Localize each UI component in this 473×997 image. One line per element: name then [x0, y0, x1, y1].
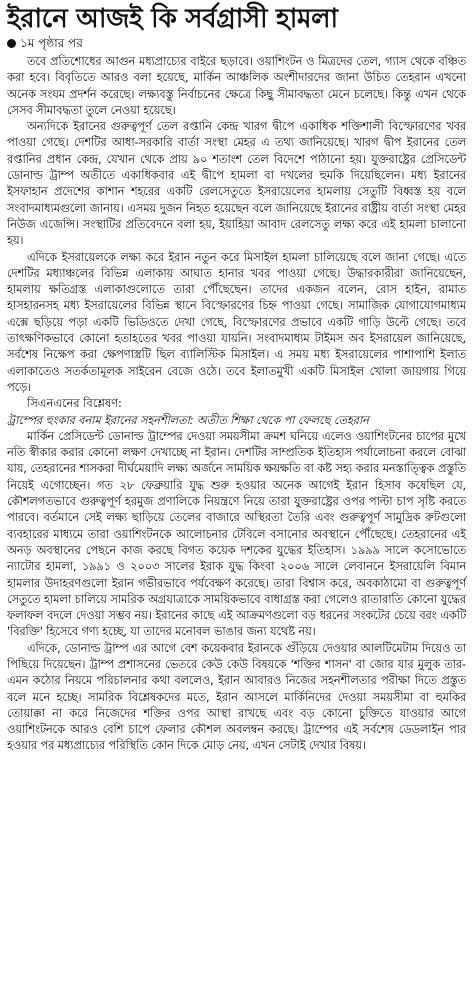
- paragraph: অন্যদিকে ইরানের গুরুত্বপূর্ণ তেল রপ্তানি কেন্দ্র খারগ দ্বীপে একাধিক শক্তিশালী বিস্ফোরণের খবর পাওয়া গেছে। দেশটির আধা-সরকারি বার্তা সংস্থা মেহর এ তথ্য জানিয়েছে। খারগ দ্বীপ ইরানের তেল রপ্তানির প্রধান কেন্দ্র, যেখান থেকে প্রায় ৯০ শতাংশ তেল বিদেশে পাঠানো হয়। যুক্তরাষ্ট্রের প্রেসিডেন্ট ডোনাল্ড ট্রাম্প অতীতে একাধিকবার এই দ্বীপে হামলা বা দখলের হুমকি দিয়েছিলেন। মধ্য ইরানের ইসফাহান প্রদেশের কাশান শহরের একটি রেলসেতুতে ইসরায়েলের হামলায় সেতুটি বিধ্বস্ত হয় বলে সংবাদমাধ্যমগুলো জানায়। এসময় দুজন নিহত হয়েছেন বলে জানিয়েছে ইরানের রাষ্ট্রীয় বার্তা সংস্থা মেহর নিউজ এজেন্সি। সংস্থাটির প্রতিবেদনে বলা হয়, ইয়াহিয়া আবাদ রেলসেতু লক্ষ্য করে এই হামলা চালানো হয়।: [7, 119, 466, 248]
- paragraph: এদিকে ইসরায়েলকে লক্ষ্য করে ইরান নতুন করে মিসাইল হামলা চালিয়েছে বলে জানা গেছে। এতে দেশটির মধ্যাঞ্চলের বিভিন্ন এলাকায় আঘাত হানার খবর পাওয়া গেছে। উদ্ধারকারীরা জানিয়েছেন, হামলায় ক্ষতিগ্রস্ত এলাকাগুলোতে তারা পৌঁছেছেন। তাদের একজন বলেন, রোস হাইন, রামাত হাসহারনসহ মধ্য ইসরায়েলের বিভিন্ন স্থানে বিস্ফোরণের চিহ্ন পাওয়া গেছে। সামাজিক যোগাযোগমাধ্যম এক্সে ছড়িয়ে পড়া একটি ভিডিওতে দেখা গেছে, বিস্ফোরণের প্রভাবে একটি গাড়ি উল্টে গেছে। তবে তাৎক্ষণিকভাবে কোনো হতাহতের খবর পাওয়া যায়নি। সংবাদমাধ্যম টাইমস অব ইসরায়েল জানিয়েছে, সর্বশেষ নিক্ষেপ করা ক্ষেপণাস্ত্রটি ছিল ব্যালিস্টিক মিসাইল। এ সময় মধ্য ইসরায়েলের পাশাপাশি ইলাত এলাকাতেও সতর্কতামূলক সাইরেন বেজে ওঠে। তবে ইলাতমুখী একটি মিসাইল খোলা জায়গায় গিয়ে পড়ে।: [7, 249, 466, 394]
- continued-from-label: ১ম পৃষ্ঠার পর: [20, 36, 83, 50]
- paragraph: এদিকে, ডোনাল্ড ট্রাম্প এর আগে বেশ কয়েকবার ইরানকে গুঁড়িয়ে দেওয়ার আলটিমেটাম দিয়েও তা পিছিয়ে দিয়েছেন। ট্রাম্প প্রশাসনের ভেতরে কেউ কেউ বিষয়কে 'শক্তির শাসন' বা জোর যার মুলুক তার- এমন কঠোর নিয়মে পরিচালনার কথা বললেও, ইরান আবারও নিজের সহনশীলতার পরীক্ষা দিতে প্রস্তুত বলে মনে হচ্ছে। সামরিক বিশ্লেষকদের মতে, ইরান আসলে মার্কিনিদের দেওয়া সময়সীমা বা হুমকির তোয়াক্কা না করে নিজেদের শক্তির ওপর আস্থা রাখছে এবং বড় কোনো চুক্তিতে যাওয়ার আগে ওয়াশিংটনকে আরও বেশি চাপে ফেলার কৌশল অবলম্বন করছে। ট্রাম্পের এই সর্বশেষ ডেডলাইন পার হওয়ার পর মধ্যপ্রাচ্যের পরিস্থিতি কোন দিকে মোড় নেয়, এখন সেটাই দেখার বিষয়।: [7, 640, 466, 753]
- paragraph: তবে প্রতিশোধের আগুন মধ্যপ্রাচ্যের বাইরে ছড়াবে। ওয়াশিংটন ও মিত্রদের তেল, গ্যাস থেকে বঞ্চিত করা হবে। বিবৃতিতে আরও বলা হয়েছে, মার্কিন আঞ্চলিক অংশীদারদের জানা উচিত তেহরান এখনো অনেক সংযম প্রদর্শন করেছে। লক্ষ্যবস্তু নির্বাচনের ক্ষেত্রে কিছু সীমাবদ্ধতা মেনে চলেছে। কিন্তু এখন থেকে সেসব সীমাবদ্ধতা তুলে নেওয়া হয়েছে।: [7, 54, 466, 117]
- subhead-label: সিএনএনের বিশ্লেষণ:: [27, 396, 122, 411]
- continued-from: [7, 36, 466, 51]
- subhead-title: ট্রাম্পের হুংকার বনাম ইরানের সহনশীলতা: অতীত শিক্ষা থেকে পা ফেলছে তেহরান: [7, 412, 369, 427]
- headline: ইরানে আজই কি সর্বগ্রাসী হামলা: [7, 4, 338, 34]
- bullet-icon: [7, 39, 16, 48]
- paragraph: মার্কিন প্রেসিডেন্ট ডোনাল্ড ট্রাম্পের দেওয়া সময়সীমা ক্রমশ ঘনিয়ে এলেও ওয়াশিংটনের চাপের মুখে নতি স্বীকার করার কোনো লক্ষণ দেখাচ্ছে না ইরান। দেশটির সাম্প্রতিক ইতিহাস পর্যালোচনা করলে বোঝা যায়, তেহরানের শাসকরা দীর্ঘমেয়াদি লক্ষ্য অর্জনে সাময়িক ক্ষয়ক্ষতি বা কষ্ট সহ্য করার মনস্তাত্ত্বিক প্রস্তুতি নিয়েই এগোচ্ছেন। গত ২৮ ফেব্রুয়ারি যুদ্ধ শুরু হওয়ার অনেক আগেই ইরান হিসাব কষেছিল যে, কৌশলগতভাবে গুরুত্বপূর্ণ হরমুজ প্রণালিকে নিয়ন্ত্রণে নিয়ে তারা যুক্তরাষ্ট্রের ওপর পাল্টা চাপ সৃষ্টি করতে পারবে। বর্তমানে সেই লক্ষ্য ছাড়িয়ে তেলের বাজারে অস্থিরতা তৈরি এবং গুরুত্বপূর্ণ সামুদ্রিক রুটগুলো ব্যবহারের মাধ্যমে তারা ওয়াশিংটনকে আলোচনার টেবিলে বসানোর অবস্থানে পৌঁছেছে। তেহরানের এই অনড় অবস্থানের পেছনে কাজ করছে বিগত কয়েক দশকের যুদ্ধের ইতিহাস। ১৯৯৯ সালে কসোভোতে ন্যাটোর হামলা, ১৯৯১ ও ২০০৩ সালের ইরাক যুদ্ধ কিংবা ২০০৬ সালে লেবাননে ইসরায়েলি বিমান হামলার উদাহরণগুলো ইরান গভীরভাবে পর্যবেক্ষণ করেছে। তারা বিশ্বাস করে, অবকাঠামো বা গুরুত্বপূর্ণ সেতুতে হামলা চালিয়ে সামরিক অগ্রযাত্রাকে সাময়িকভাবে বাধাগ্রস্ত করা গেলেও রাতারাতি কোনো যুদ্ধের ফলাফল বদলে দেওয়া সম্ভব নয়। ইরানের কাছে এই আক্রমণগুলো বড় ধরনের সংকটের চেয়ে বরং একটি 'বিরক্তি' হিসেবে গণ্য হচ্ছে, যা তাদের মনোবল ভাঙার জন্য যথেষ্ট নয়।: [7, 428, 466, 639]
